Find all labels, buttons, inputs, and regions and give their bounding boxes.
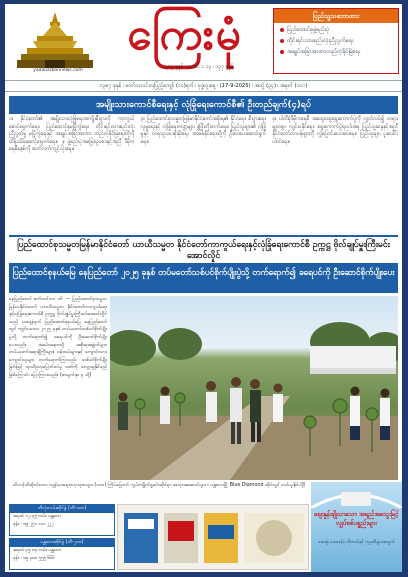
- branch-ads: [9, 504, 115, 570]
- branch-ad-block: [9, 504, 115, 536]
- branch-ad-head: မန္တလေးဆိုင်ခွဲ (ဘီ-၂၀၀): [10, 539, 114, 547]
- advertisement-area: [5, 482, 402, 572]
- guideline-item: အချုပ်အခြာအာဏာတည်တံ့ခိုင်မြဲရေး: [274, 45, 398, 56]
- branch-ad-line: အမှတ် ၄၅၊ ၈၄ လမ်း၊ မန္တလေး: [13, 548, 61, 553]
- lead-column: ၃။ ပြည်ထောင်စုသမ္မတမြန်မာနိုင်ငံတော်အစိုးရ၏ နိုင်ငံရေး၊ စီးပွားရေး၊ လူမှုရေးနှင့် လုံခြုံရေးကဏ္ဍများ ဖွံ့ဖြိုးတိုးတက်ရေး။ ပြည်သူများ၏ လုံခြုံမှုနှင့် တရားဥပဒေစိုးမိုးရေး အာမခံနိုင်ရေးတို့ကို ဦးစားပေးဆောင်ရွက်ရေး။: [140, 116, 267, 145]
- electronics-ad-headline: ဈေးနှုန်းချိုသာသော အရည်အသွေးမြင့် လျှပ်စစ်ပစ္စည်းများ: [314, 511, 399, 527]
- story-subheadline: ပြည်ထောင်စုနယ်မြေ နေပြည်တော် ၂၀၂၅ ခုနှစ် တပ်မတော်သစ်ပင်စိုက်ပျိုးပွဲသို့ တက်ရောက်၍ ခရေပင်ကို ဦးဆောင်စိုက်ပျိုးပေး: [9, 263, 398, 293]
- date-issue-bar: ၁၃၈၇ ခုနှစ် ၊ တော်သလင်းလပြည့်ကျော် (၁၀)ရက် ၊ ဗုဒ္ဓဟူးနေ့ ၊ (17-9-2025) ၊ အတွဲ (၃၄) ၊ အမှတ် (၁၀၁): [5, 80, 402, 92]
- site-url: yadanarbonnews.com: [33, 68, 83, 73]
- lead-columns: [9, 116, 398, 234]
- bullet-icon: [280, 50, 284, 54]
- bullet-icon: [280, 28, 284, 32]
- electronics-ad: [311, 482, 402, 572]
- tree-planting-photo: [110, 296, 398, 480]
- lead-headline: အမျိုးသားကောင်စီရေးနှင့် လုံခြုံရေးကောင်စီ၏ ဦးတည်ချက်(၄)ရပ်: [9, 96, 398, 114]
- story-headline: ပြည်ထောင်စုသမ္မတမြန်မာနိုင်ငံတော် ယာယီသမ္မတ နိုင်ငံတော်ကာကွယ်ရေးနှင့်လုံခြုံရေးကောင်စီ ဥက္ကဋ္ဌ ဗိုလ်ချုပ်မှူးကြီးမင်းအောင်လှိုင်: [17, 240, 390, 261]
- guidelines-box: [273, 8, 399, 74]
- guideline-item: တိုင်းရင်းသားစည်းလုံးညီညွတ်ရေး: [274, 34, 398, 45]
- ad-strip-text: သိသင့်သိထိုက်သော ကျန်းမာရေးဗဟုသုတများ (၁၀၀) ကြိမ်မြောက် ကွမ်းကျိုက်ရှုခင်းဆိုင်ရာ အသုံးအဆောင်များ ။ မန္တလေးမြို့ Blue Diamond ဆိုင်တွင် ဝယ်ယူနိုင်ပါပြီ: [12, 483, 306, 488]
- guideline-item: ပြည်ထောင်စုဖွဲ့စည်းပုံ: [274, 23, 398, 34]
- newspaper-front-page: [5, 4, 402, 572]
- section-divider: [9, 235, 398, 237]
- bullet-icon: [280, 39, 284, 43]
- guidelines-title: ပြည်သူ့သဘောထား: [274, 9, 398, 23]
- branch-ad-block: [9, 538, 115, 570]
- branch-ad-line: အမှတ် ၁၂၊ ၃၅ လမ်း၊ မန္တလေး: [13, 514, 61, 519]
- story-body: နေပြည်တော် စက်တင်ဘာ ၁၆ — ပြည်ထောင်စုသမ္မတမြန်မာနိုင်ငံတော် ယာယီသမ္မတ နိုင်ငံတော်ကာကွယ်ရေးနှင့်လုံခြုံရေးကောင်စီ ဥက္ကဋ္ဌ ဗိုလ်ချုပ်မှူးကြီးမင်းအောင်လှိုင်သည် ယနေ့နံနက် ပြည်ထောင်စုနယ်မြေ နေပြည်တော်တွင် ကျင်းပသော ၂၀၂၅ ခုနှစ် တပ်မတော်သစ်ပင်စိုက်ပျိုးပွဲသို့ တက်ရောက်၍ ခရေပင်ကို ဦးဆောင်စိုက်ပျိုးပေးသည်။ အခမ်းအနားသို့ အစိုးရအဖွဲ့ဝင်များ၊ တပ်မတော်အရာရှိကြီးများ၊ ဝန်ထမ်းများနှင့် ကျောင်းသားကျောင်းသူများ တက်ရောက်ကြသည်။ သစ်ပင်စိုက်ပျိုးခြင်းဖြင့် ရာသီဥတုပြောင်းလဲမှု ဒဏ်ကို လျော့ချနိုင်မည်ဖြစ်ကြောင်း ပြောကြားသည်။ (စာမျက်နှာ ၃ သို့): [9, 297, 107, 378]
- lead-column: ၁။ နိုင်ငံတော်၏ အမျိုးသားလုံခြုံရေးအကျိုးစီးပွားကို ကာကွယ်စောင့်ရှောက်ရေး၊ ပြည်ထောင်စုမပြိုကွဲရေး၊ တိုင်းရင်းသားစည်းလုံးညီညွတ်မှု မပြိုကွဲရေးနှင့် အချုပ်အခြာအာဏာ တည်တံ့ခိုင်မြဲရေးတို့ကို ထိန်းသိမ်းစောင့်ရှောက်ရေး။ ၂။ ဖွဲ့စည်းပုံအခြေခံဥပဒေနှင့်အညီ ဒီမိုကရေစီစနစ်ကို ဆက်လက်ကျင့်သုံးရေး။: [9, 116, 135, 153]
- lead-column: ၄။ ပါတီစုံဒီမိုကရေစီ အထွေထွေရွေးကောက်ပွဲကို လွတ်လပ်၍ တရားမျှတစွာ ကျင်းပနိုင်ရေး၊ ရွေးကောက်ပွဲရလဒ်အရ ပြည်သူ့ဆန္ဒနှင့်အညီ နိုင်ငံတော်တာဝန်များကို လွှဲပြောင်းပေးအပ်ရေး။ ပြည်သူများ ပူးပေါင်းပါဝင်ရေး။: [272, 116, 399, 145]
- masthead: [5, 4, 402, 80]
- branch-ad-line: ဖုန်း - ၀၉ ၄၀၀ ၅၅၅ ၆၆၆: [13, 556, 55, 561]
- branch-ad-head: ဘီလုံးလမ်းဆိုင်ခွဲ (ဘီ-၁၀၀): [10, 505, 114, 513]
- masthead-subline: ၁၃၈၇ ခုနှစ် ၊ လောင် ၁ ၁၃ ၊ ၁၃၇ ခုနှစ်: [162, 64, 234, 70]
- product-ad: [117, 504, 309, 570]
- pagoda-logo: [15, 10, 95, 72]
- electronics-ad-sub: ဆေးရုံ၊ ဆေးခန်း၊ ဟိုတယ်နှင့် ကုမ္ပဏီများအတွက်: [318, 540, 395, 545]
- branch-ad-line: ဖုန်း - ၀၉ ၂၅၁ ၁၁၁ ၂၂၂: [13, 522, 54, 527]
- newspaper-title: ကြေးမုံ: [127, 9, 243, 60]
